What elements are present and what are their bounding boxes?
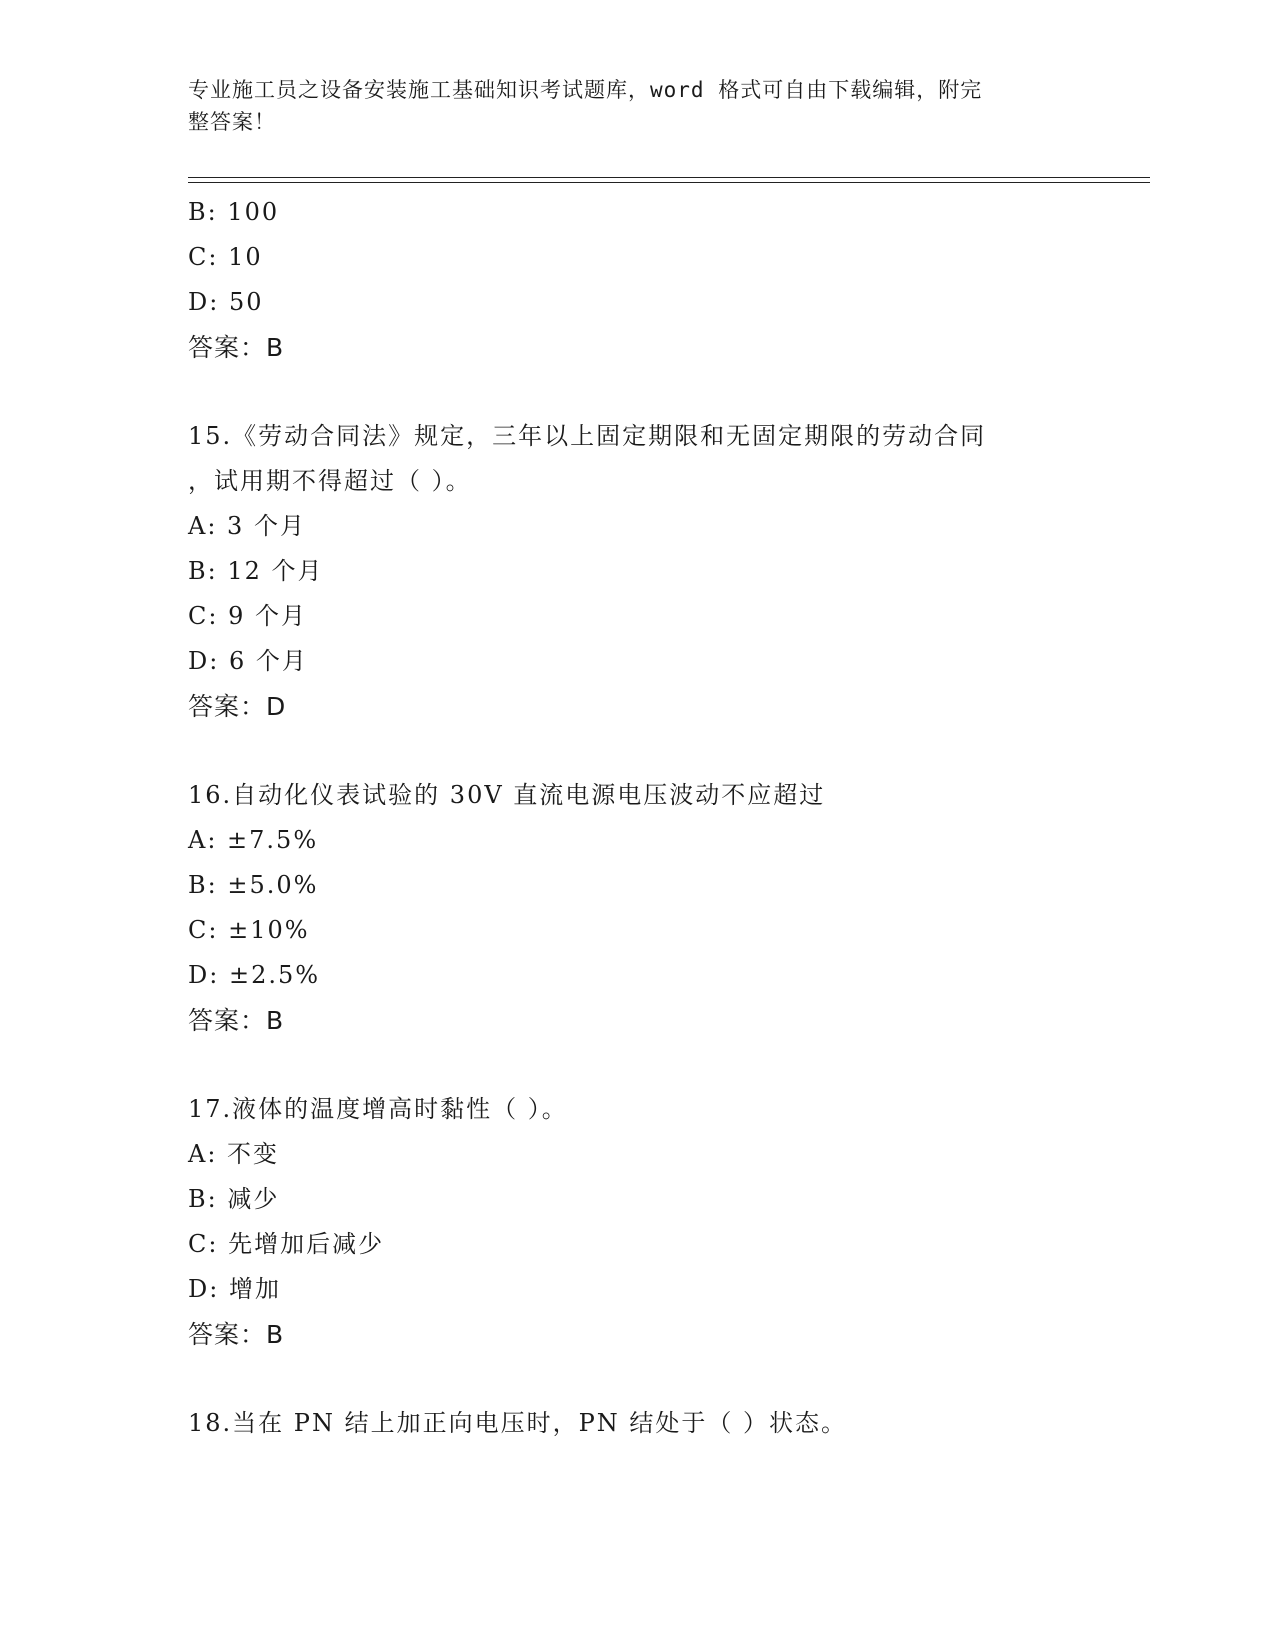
previous-question-tail — [188, 190, 1088, 370]
option-a: A: ±7.5% — [188, 826, 319, 854]
option-b: B: 100 — [188, 198, 280, 226]
question-text: 17.液体的温度增高时黏性（ ）。 — [188, 1095, 568, 1123]
option-d: D: ±2.5% — [188, 961, 321, 989]
question-18 — [188, 1401, 1088, 1446]
question-16 — [188, 773, 1088, 1043]
question-text: 15.《劳动合同法》规定，三年以上固定期限和无固定期限的劳动合同 — [188, 422, 987, 450]
answer-line: 答案：B — [188, 1320, 285, 1349]
option-c: C: ±10% — [188, 916, 310, 944]
answer-line: 答案：B — [188, 333, 285, 362]
answer-line: 答案：B — [188, 1006, 285, 1035]
option-d: D: 50 — [188, 288, 264, 316]
document-body — [188, 190, 1088, 1446]
answer-line: 答案：D — [188, 692, 287, 721]
option-a: A: 不变 — [188, 1140, 280, 1168]
header-rule-bottom — [188, 182, 1150, 183]
document-header — [188, 74, 1068, 138]
option-d: D: 增加 — [188, 1275, 281, 1303]
question-text: 16.自动化仪表试验的 30V 直流电源电压波动不应超过 — [188, 781, 826, 809]
question-text-continued: ，试用期不得超过（ ）。 — [188, 467, 472, 495]
header-line-2: 整答案！ — [188, 110, 276, 134]
option-b: B: ±5.0% — [188, 871, 319, 899]
header-rule-top — [188, 177, 1150, 178]
option-b: B: 12 个月 — [188, 557, 324, 585]
option-c: C: 先增加后减少 — [188, 1230, 385, 1258]
question-17 — [188, 1087, 1088, 1357]
question-15 — [188, 414, 1088, 729]
option-a: A: 3 个月 — [188, 512, 306, 540]
header-line-1: 专业施工员之设备安装施工基础知识考试题库，word 格式可自由下载编辑，附完 — [188, 78, 983, 102]
option-b: B: 减少 — [188, 1185, 280, 1213]
option-d: D: 6 个月 — [188, 647, 308, 675]
option-c: C: 10 — [188, 243, 263, 271]
question-text: 18.当在 PN 结上加正向电压时，PN 结处于（ ）状态。 — [188, 1409, 847, 1437]
option-c: C: 9 个月 — [188, 602, 307, 630]
